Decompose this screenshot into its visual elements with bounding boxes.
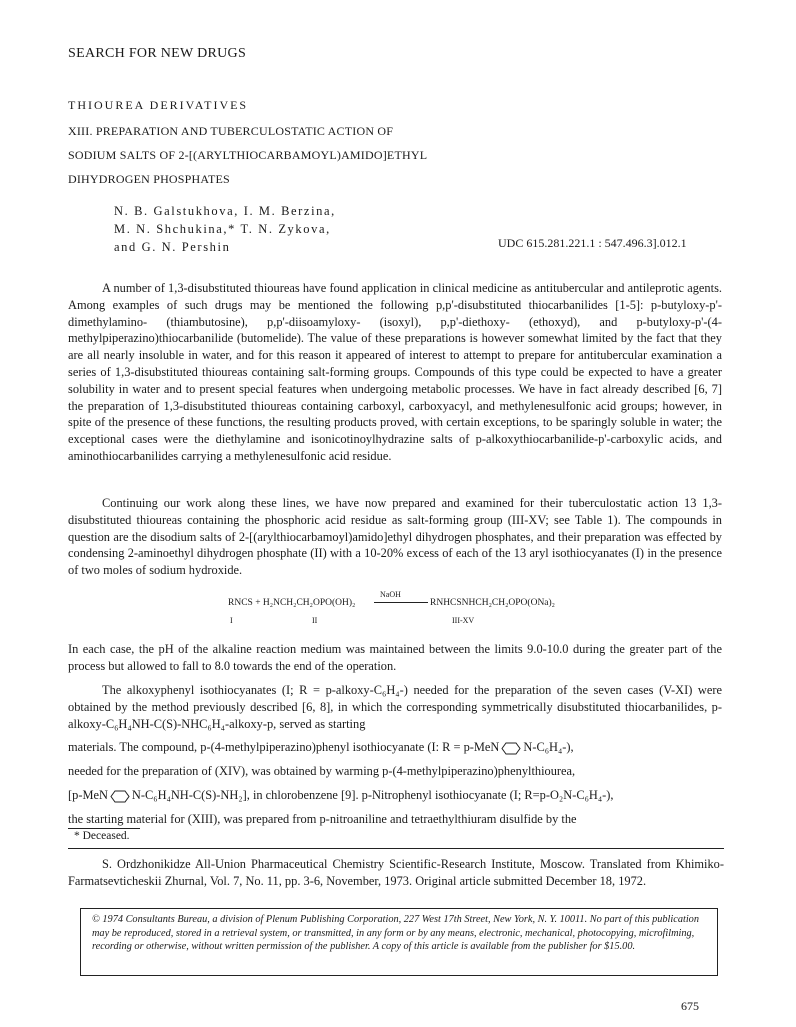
line-a-part-2: N-C₆H₄-), [523,740,574,754]
reaction-arrow [374,602,428,603]
line-a-part-1: materials. The compound, p-(4-methylpiperazino)phenyl isothiocyanate (I: R = p-MeN [68,740,500,754]
equation-product: RNHCSNHCH₂CH₂OPO(ONa)₂ [430,598,555,608]
text-line-piperazine-1 [68,740,724,755]
paragraph-3-text: In each case, the pH of the alkaline reaction medium was maintained between the limits 9.0-10.0 during the greater part of the process but allowed to fall to 8.0 towards the end of the operation. [68,642,722,673]
line-c-part-2: N-C₆H₄NH-C(S)-NH₂], in chlorobenzene [9]. p-Nitrophenyl isothiocyanate (I; R=p-O₂N-C₆H₄-), [131,788,614,802]
paragraph-1-text: A number of 1,3-disubstituted thioureas have found application in clinical medicine as antitubercular and antileprotic agents. Among examples of such drugs may be mentioned the following p,p'-disubstituted thiocarbanilides [1-5]: p-butyloxy-p'-dimethylamino- (thiambutosine), p,p'-diisoamyloxy- (isoxyl), p,p'-diethoxy- (ethoxyd), and p-butyloxy-p'-(4-methylpiperazino)thiocarbanilide (butomelide). The value of these preparations is however somewhat limited by the fact that they are all nearly insoluble in water, and for this reason it appeared of interest to attempt to prepare for antitubercular examination a series of 1,3-disubstituted thioureas containing salt-forming groups. Compounds of this type could be expected to have a greater solubility in water and to present special features when undergoing metabolic processes. We have in fact already described [6, 7] the preparation of 1,3-disubstituted thioureas containing carboxyl, carboxyacyl, and methylenesulfonic acid groups; however, in spite of the presence of these functions, the resulting products proved, with certain exceptions, to be sparingly soluble in water; the exceptional cases were the diethylamine and isonicotinoylhydrazine salts of p-alkoxythiocarbanilide-p'-carboxylic acids, and aminothiocarbanilides carrying a methylenesulfonic acid residue. [68,281,722,463]
paragraph-1 [68,280,722,465]
footnote-rule [68,828,140,829]
separator-rule [68,848,724,849]
footnote: * Deceased. [74,830,130,842]
udc-code: UDC 615.281.221.1 : 547.496.3].012.1 [498,236,687,250]
article-title-line-3: DIHYDROGEN PHOSPHATES [68,172,230,186]
equation-label-product: III-XV [452,616,475,625]
piperazine-ring-icon [499,742,523,755]
paragraph-4 [68,682,722,732]
author-list [114,202,414,256]
author-line-3: and G. N. Pershin [114,240,231,254]
page-number: 675 [681,999,699,1013]
paragraph-4-text: The alkoxyphenyl isothiocyanates (I; R = p-alkoxy-C₆H₄-) needed for the preparation of the seven cases (V-XI) were obtained by the method previously described [6, 8], in which the corresponding symmetrically disubstituted thiocarbanilides, p-alkoxy-C₆H₄NH-C(S)-NHC₆H₄-alkoxy-p, served as starting [68,683,722,731]
equation-label-ii: II [312,616,318,625]
equation-reactants: RNCS + H₂NCH₂CH₂OPO(OH)₂ [228,598,356,608]
paragraph-2-text: Continuing our work along these lines, we have now prepared and examined for their tuberculostatic action 13 1,3-disubstituted thioureas containing the phosphoric acid residue as salt-forming group (III-XV; see Table 1). The compounds in question are the disodium salts of 2-[(arylthiocarbamoyl)amido]ethyl dihydrogen phosphates, and their preparation was effected by condensing 2-aminoethyl dihydrogen phosphate (II) with a 10-20% excess of each of the 13 aryl isothiocyanates (I) in the presence of two moles of sodium hydroxide. [68,496,722,578]
equation-label-i: I [230,616,233,625]
author-line-1: N. B. Galstukhova, I. M. Berzina, [114,204,336,218]
affiliation-note: S. Ordzhonikidze All-Union Pharmaceutical Chemistry Scientific-Research Institute, Moscow. Translated from Khimiko-Farmatsevticheskii Zhurnal, Vol. 7, No. 11, pp. 3-6, November, 1973. Original article submitted December 18, 1972. [68,857,724,888]
article-title-line-1: XIII. PREPARATION AND TUBERCULOSTATIC ACTION OF [68,124,394,138]
article-title-line-2: SODIUM SALTS OF 2-[(ARYLTHIOCARBAMOYL)AMIDO]ETHYL [68,148,428,162]
section-heading: SEARCH FOR NEW DRUGS [68,46,247,61]
piperazine-ring-icon [108,790,132,803]
text-line-4: the starting material for (XIII), was prepared from p-nitroaniline and tetraethylthiuram disulfide by the [68,812,577,826]
author-line-2: M. N. Shchukina,* T. N. Zykova, [114,222,331,236]
copyright-notice: © 1974 Consultants Bureau, a division of Plenum Publishing Corporation, 227 West 17th Street, New York, N. Y. 10011. No part of this publication may be reproduced, stored in a retrieval system, or transmitted, in any form or by any means, electronic, mechanical, photocopying, microfilming, recording or otherwise, without written permission of the publisher. A copy of this article is available from the publisher for $15.00. [92,914,699,952]
text-line-piperazine-3 [68,788,724,803]
paragraph-2 [68,495,722,579]
equation-reagent: NaOH [380,590,401,599]
text-line-piperazine-2: needed for the preparation of (XIV), was obtained by warming p-(4-methylpiperazino)phenylthiourea, [68,764,576,778]
paragraph-3 [68,641,722,675]
series-title: THIOUREA DERIVATIVES [68,98,249,112]
line-c-part-1: [p-MeN [68,788,108,802]
